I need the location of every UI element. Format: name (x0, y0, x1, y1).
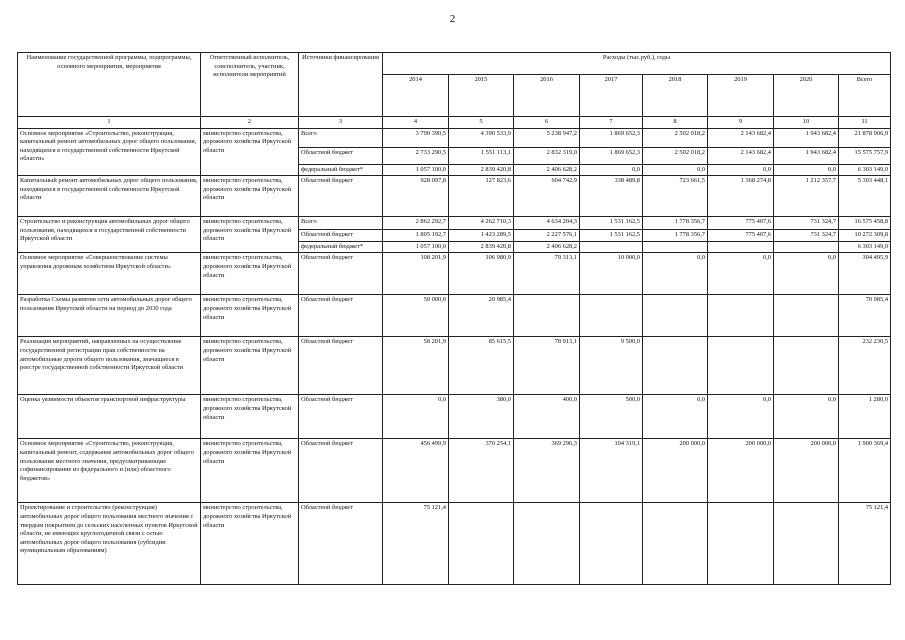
column-number: 2 (201, 117, 299, 129)
column-number: 9 (708, 117, 774, 129)
column-number: 10 (774, 117, 839, 129)
row-year-value: 370 254,1 (449, 439, 514, 503)
row-year-value: 500,0 (580, 395, 643, 439)
row-year-value (708, 503, 774, 585)
column-number: 1 (18, 117, 201, 129)
row-year-value: 1 057 100,0 (383, 164, 449, 176)
row-year-value (774, 241, 839, 253)
table-row (18, 128, 891, 147)
row-year-value (708, 295, 774, 337)
row-activity-name: Реализация мероприятий, направленных на осуществление государственной регистрации прав собственности на автомобильные дороги общего пользования, значащиеся в реестре государственной собственности Иркутской области (18, 337, 201, 395)
row-year-value: 75 121,4 (383, 503, 449, 585)
row-year-value: 2 502 018,2 (643, 128, 708, 147)
row-year-value (643, 295, 708, 337)
row-funding-source: федеральный бюджет* (299, 164, 383, 176)
row-year-value: 1 943 682,4 (774, 147, 839, 164)
column-number: 6 (514, 117, 580, 129)
table-row (18, 176, 891, 217)
header-total: Всего (839, 75, 891, 117)
header-year: 2015 (449, 75, 514, 117)
row-funding-source: Областной бюджет (299, 176, 383, 217)
row-year-value: 1 531 162,5 (580, 217, 643, 230)
table-row (18, 503, 891, 585)
row-activity-name: Проектирование и строительство (реконструкция) автомобильных дорог общего пользования местного значения с твердым покрытием до сельских населенных пунктов Иркутской области, не имеющих круглогодичной связи с сетью автомобильных дорог общего пользования (субсидии муниципальным образованиям) (18, 503, 201, 585)
table-row (18, 217, 891, 230)
column-number: 5 (449, 117, 514, 129)
row-year-value: 1 778 356,7 (643, 230, 708, 242)
row-funding-source: Всего (299, 217, 383, 230)
row-total-value: 304 495,9 (839, 253, 891, 295)
row-year-value: 775 407,6 (708, 217, 774, 230)
header-name: Наименование государственной программы, подпрограммы, основного мероприятия, мероприятия (18, 53, 201, 117)
row-activity-name: Основное мероприятие «Строительство, реконструкция, капитальный ремонт автомобильных дорог общего пользования, находящихся в государственной собственности Иркутской области» (18, 128, 201, 176)
row-funding-source: Областной бюджет (299, 337, 383, 395)
row-year-value: 369 296,3 (514, 439, 580, 503)
header-year: 2019 (708, 75, 774, 117)
row-year-value: 79 313,1 (514, 253, 580, 295)
row-executor: министерство строительства, дорожного хозяйства Иркутской области (201, 295, 299, 337)
row-year-value: 1 943 682,4 (774, 128, 839, 147)
row-year-value: 0,0 (708, 253, 774, 295)
row-year-value: 3 790 390,5 (383, 128, 449, 147)
row-total-value: 1 900 369,4 (839, 439, 891, 503)
row-activity-name: Строительство и реконструкция автомобильных дорог общего пользования, находящихся в государственной собственности Иркутской области (18, 217, 201, 253)
row-total-value: 21 878 906,9 (839, 128, 891, 147)
row-year-value: 1 805 192,7 (383, 230, 449, 242)
row-year-value (514, 503, 580, 585)
row-activity-name: Оценка уязвимости объектов транспортной инфраструктуры (18, 395, 201, 439)
row-year-value: 108 201,9 (383, 253, 449, 295)
row-total-value: 75 121,4 (839, 503, 891, 585)
row-executor: министерство строительства, дорожного хозяйства Иркутской области (201, 253, 299, 295)
row-year-value: 1 057 100,0 (383, 241, 449, 253)
row-year-value: 0,0 (580, 164, 643, 176)
row-executor: министерство строительства, дорожного хозяйства Иркутской области (201, 503, 299, 585)
header-year: 2017 (580, 75, 643, 117)
row-year-value: 9 500,0 (580, 337, 643, 395)
row-year-value: 2 862 292,7 (383, 217, 449, 230)
header-year: 2018 (643, 75, 708, 117)
page-number: 2 (449, 13, 456, 25)
header-year: 2020 (774, 75, 839, 117)
row-year-value (580, 295, 643, 337)
row-year-value: 0,0 (708, 395, 774, 439)
row-year-value: 200 000,0 (643, 439, 708, 503)
row-year-value: 2 406 628,2 (514, 164, 580, 176)
row-funding-source: Областной бюджет (299, 253, 383, 295)
budget-table (17, 52, 891, 585)
row-year-value: 200 000,0 (708, 439, 774, 503)
header-executor: Ответственный исполнитель, соисполнитель, участник, исполнители мероприятий (201, 53, 299, 117)
row-funding-source: Всего (299, 128, 383, 147)
row-activity-name: Капитальный ремонт автомобильных дорог общего пользования, находящихся в государственной собственности Иркутской области (18, 176, 201, 217)
row-year-value: 1 869 652,3 (580, 147, 643, 164)
row-year-value: 731 324,7 (774, 230, 839, 242)
row-year-value: 0,0 (643, 253, 708, 295)
row-year-value: 10 000,0 (580, 253, 643, 295)
row-year-value: 4 634 204,3 (514, 217, 580, 230)
row-funding-source: Областной бюджет (299, 147, 383, 164)
row-year-value: 2 143 682,4 (708, 147, 774, 164)
row-year-value: 0,0 (643, 164, 708, 176)
row-year-value (449, 503, 514, 585)
row-total-value: 1 280,0 (839, 395, 891, 439)
row-year-value: 0,0 (774, 395, 839, 439)
row-year-value: 1 368 274,8 (708, 176, 774, 217)
row-year-value (643, 503, 708, 585)
row-year-value: 456 499,9 (383, 439, 449, 503)
row-year-value (643, 241, 708, 253)
column-number: 8 (643, 117, 708, 129)
row-year-value: 106 980,9 (449, 253, 514, 295)
row-year-value: 104 319,1 (580, 439, 643, 503)
column-number: 4 (383, 117, 449, 129)
row-executor: министерство строительства, дорожного хозяйства Иркутской области (201, 439, 299, 503)
row-total-value: 15 575 757,9 (839, 147, 891, 164)
row-year-value (774, 337, 839, 395)
row-year-value: 2 406 628,2 (514, 241, 580, 253)
row-year-value (580, 241, 643, 253)
row-year-value: 200 000,0 (774, 439, 839, 503)
row-year-value (580, 503, 643, 585)
row-year-value: 85 615,5 (449, 337, 514, 395)
table-row (18, 439, 891, 503)
row-year-value: 78 913,1 (514, 337, 580, 395)
row-funding-source: Областной бюджет (299, 503, 383, 585)
row-year-value: 127 823,6 (449, 176, 514, 217)
row-executor: министерство строительства, дорожного хозяйства Иркутской области (201, 217, 299, 253)
row-year-value: 2 832 319,0 (514, 147, 580, 164)
row-year-value: 2 502 018,2 (643, 147, 708, 164)
row-funding-source: Областной бюджет (299, 295, 383, 337)
row-year-value: 2 227 576,1 (514, 230, 580, 242)
row-year-value: 723 661,5 (643, 176, 708, 217)
row-activity-name: Основное мероприятие «Строительство, реконструкция, капитальный ремонт, содержание автомобильных дорог общего пользования местного значения, предусматривающие софинансирование из федерального и (или) областного бюджетов» (18, 439, 201, 503)
row-year-value (643, 337, 708, 395)
row-year-value: 0,0 (643, 395, 708, 439)
row-executor: министерство строительства, дорожного хозяйства Иркутской области (201, 176, 299, 217)
row-activity-name: Разработка Схемы развития сети автомобильных дорог общего пользования Иркутской области на период до 2030 года (18, 295, 201, 337)
column-number: 11 (839, 117, 891, 129)
row-year-value: 338 489,8 (580, 176, 643, 217)
row-year-value: 1 778 356,7 (643, 217, 708, 230)
row-year-value: 58 201,9 (383, 337, 449, 395)
row-total-value: 6 303 149,0 (839, 241, 891, 253)
row-total-value: 70 985,4 (839, 295, 891, 337)
row-year-value: 1 869 652,3 (580, 128, 643, 147)
row-year-value (514, 295, 580, 337)
row-year-value: 1 531 162,5 (580, 230, 643, 242)
row-year-value (774, 503, 839, 585)
row-year-value: 380,0 (449, 395, 514, 439)
header-source: Источники финансирования (299, 53, 383, 117)
row-year-value: 0,0 (774, 253, 839, 295)
row-executor: министерство строительства, дорожного хозяйства Иркутской области (201, 337, 299, 395)
row-year-value: 5 238 947,2 (514, 128, 580, 147)
row-year-value: 2 143 682,4 (708, 128, 774, 147)
table-row (18, 295, 891, 337)
row-year-value: 1 212 357,7 (774, 176, 839, 217)
row-year-value: 2 839 420,8 (449, 241, 514, 253)
row-year-value: 4 262 710,3 (449, 217, 514, 230)
row-year-value: 731 324,7 (774, 217, 839, 230)
table-row (18, 337, 891, 395)
row-year-value: 2 839 420,8 (449, 164, 514, 176)
row-total-value: 16 575 458,8 (839, 217, 891, 230)
table-row (18, 395, 891, 439)
row-funding-source: Областной бюджет (299, 395, 383, 439)
header-expenses: Расходы (тыс.руб.), годы (383, 53, 891, 75)
row-total-value: 232 230,5 (839, 337, 891, 395)
row-year-value: 400,0 (514, 395, 580, 439)
column-number: 7 (580, 117, 643, 129)
row-total-value: 5 303 448,1 (839, 176, 891, 217)
row-year-value (774, 295, 839, 337)
row-year-value: 775 407,6 (708, 230, 774, 242)
row-year-value: 4 390 533,9 (449, 128, 514, 147)
row-total-value: 6 303 149,0 (839, 164, 891, 176)
row-year-value: 0,0 (774, 164, 839, 176)
table-body (18, 128, 891, 585)
header-year: 2016 (514, 75, 580, 117)
row-year-value: 2 733 290,5 (383, 147, 449, 164)
row-year-value: 0,0 (383, 395, 449, 439)
row-year-value: 604 742,9 (514, 176, 580, 217)
row-year-value: 1 423 289,5 (449, 230, 514, 242)
row-executor: министерство строительства, дорожного хозяйства Иркутской области (201, 128, 299, 176)
table-row (18, 253, 891, 295)
column-number: 3 (299, 117, 383, 129)
row-year-value: 928 097,8 (383, 176, 449, 217)
row-funding-source: Областной бюджет (299, 439, 383, 503)
header-year: 2014 (383, 75, 449, 117)
row-year-value: 0,0 (708, 164, 774, 176)
row-year-value (708, 337, 774, 395)
row-year-value: 20 985,4 (449, 295, 514, 337)
row-year-value: 1 551 113,1 (449, 147, 514, 164)
column-number-row (18, 117, 891, 129)
row-year-value: 50 000,0 (383, 295, 449, 337)
row-funding-source: Областной бюджет (299, 230, 383, 242)
row-year-value (708, 241, 774, 253)
row-activity-name: Основное мероприятие «Совершенствование системы управления дорожным хозяйством Иркутской области» (18, 253, 201, 295)
row-total-value: 10 272 309,8 (839, 230, 891, 242)
row-executor: министерство строительства, дорожного хозяйства Иркутской области (201, 395, 299, 439)
row-funding-source: федеральный бюджет* (299, 241, 383, 253)
